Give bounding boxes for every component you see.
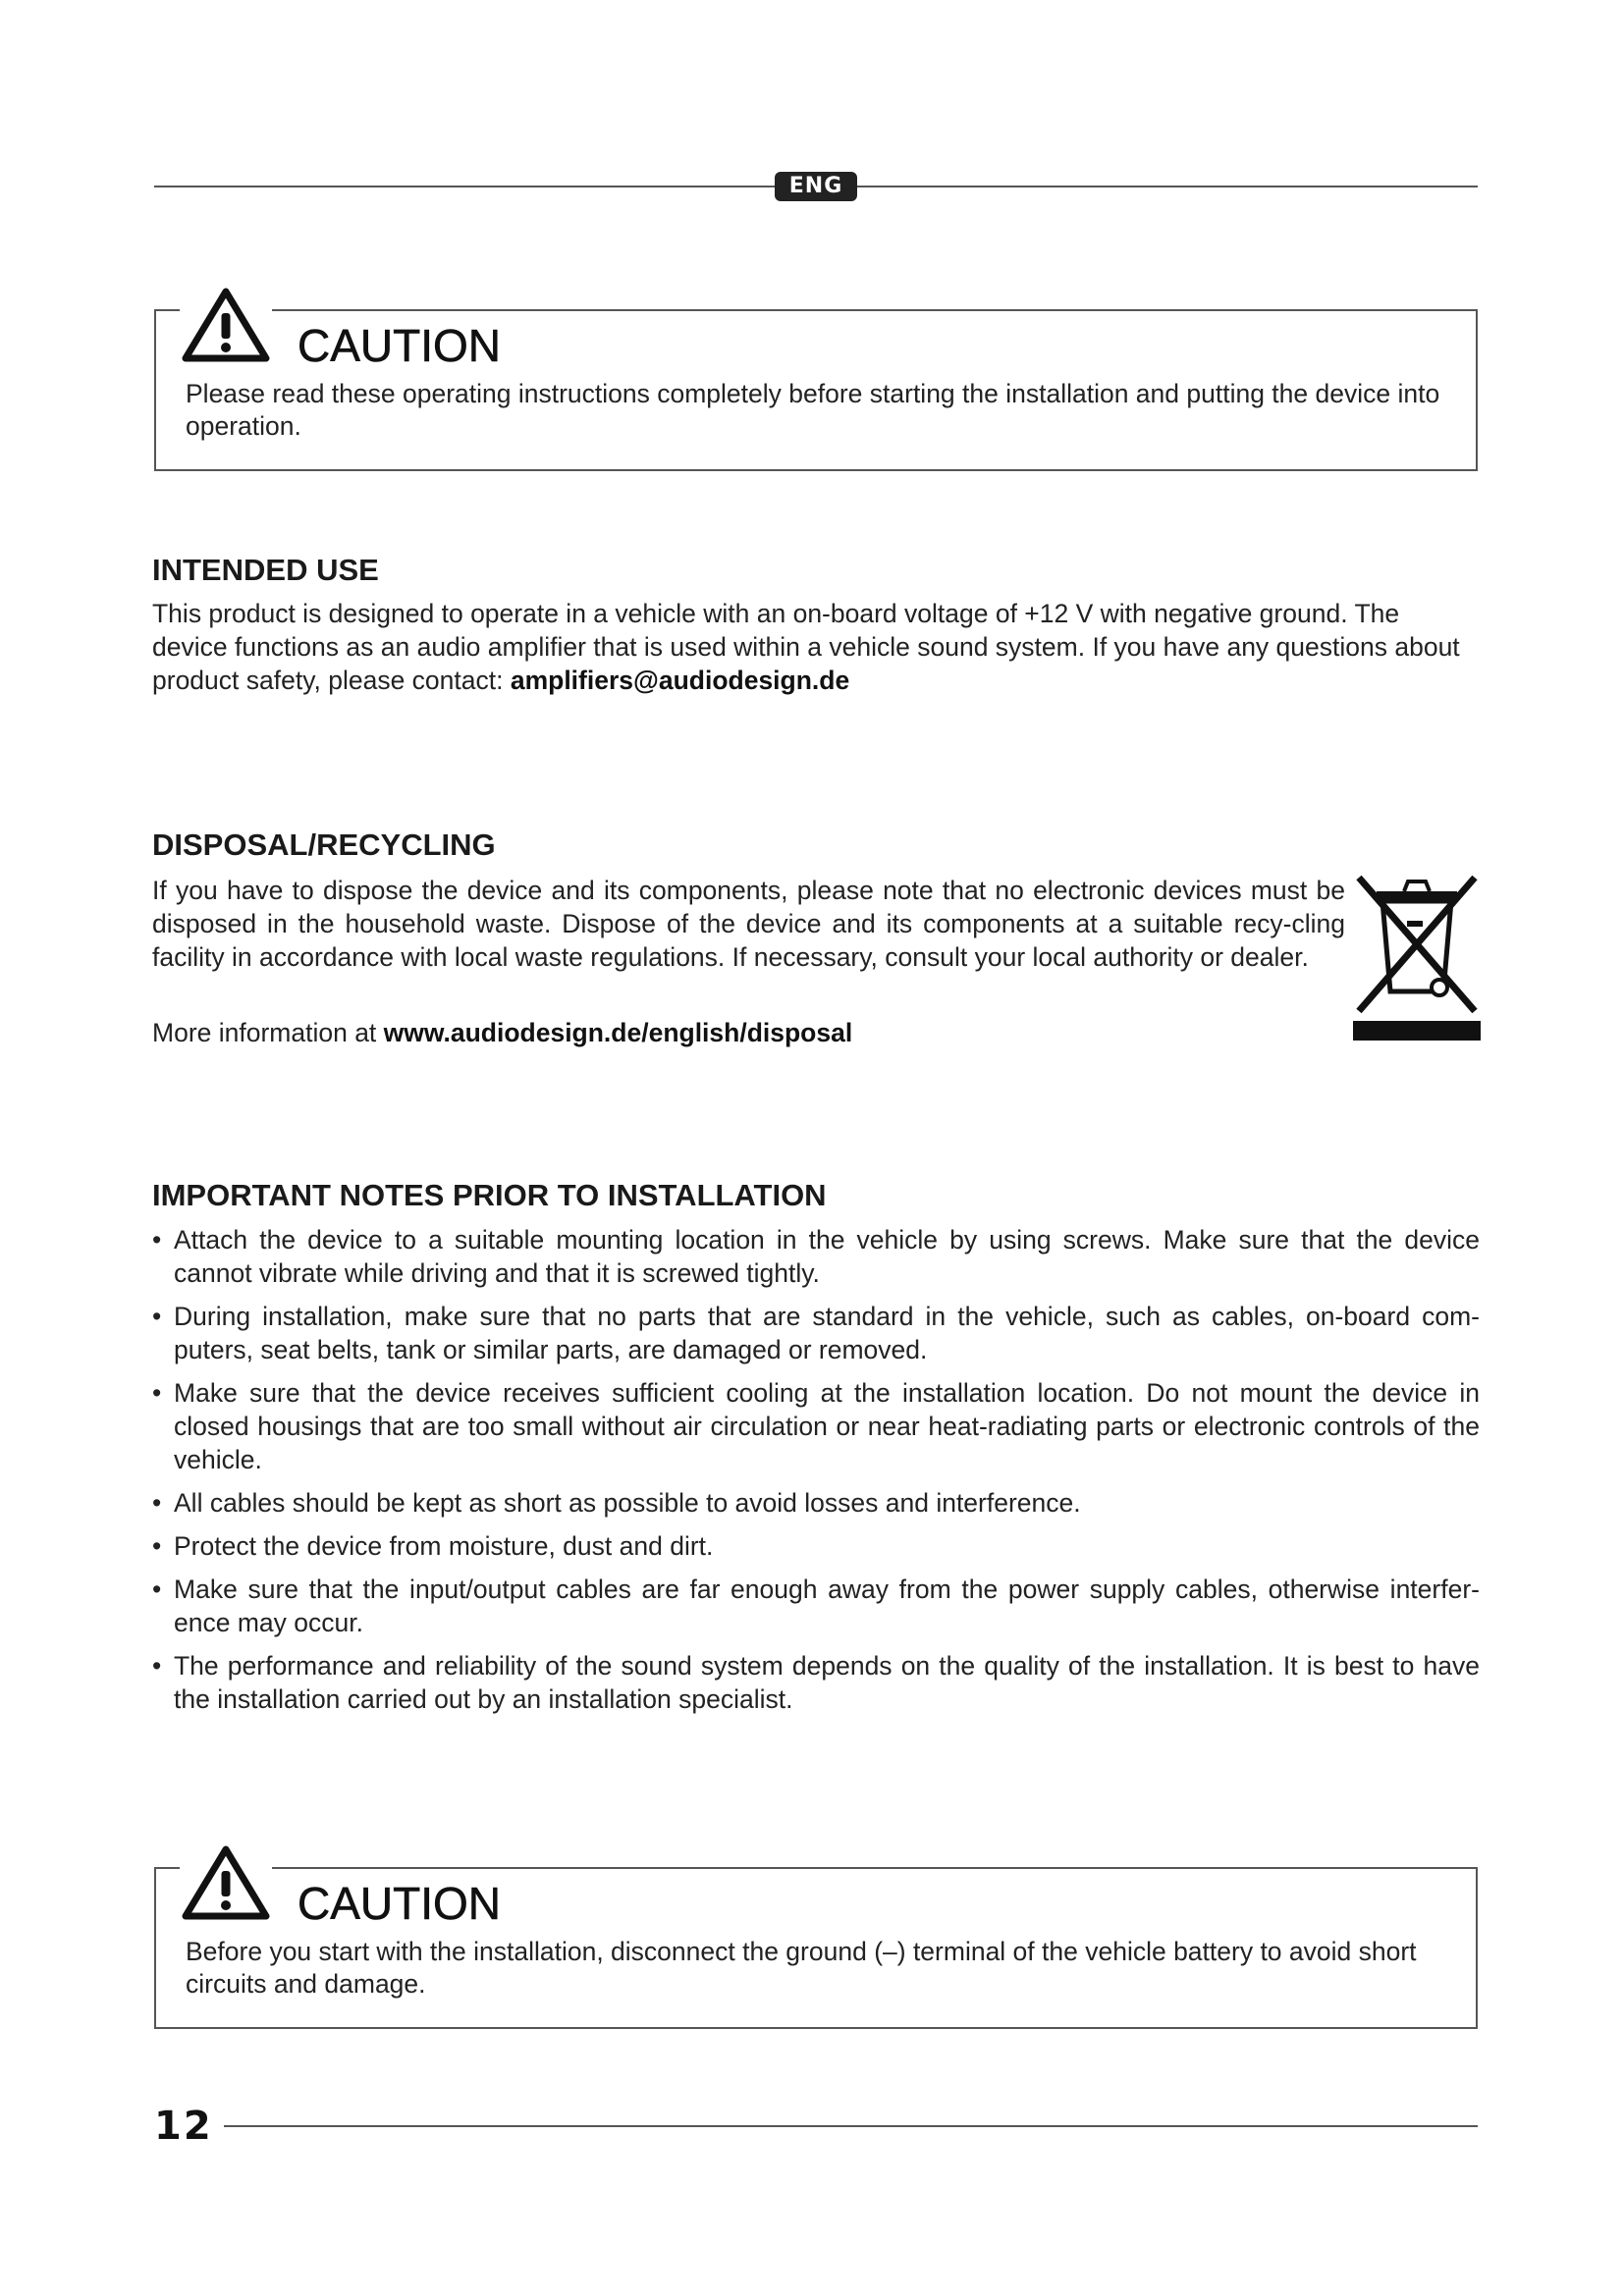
list-item: • During installation, make sure that no parts that are standard in the vehicle, such as cables, on-board com-puters, seat belts, tank or similar parts, are damaged or removed. (152, 1300, 1480, 1366)
list-item: • Make sure that the device receives sufficient cooling at the installation location. Do not mount the device in closed housings that are too small without air circulation or near heat-radiating parts or electronic controls of the vehicle. (152, 1376, 1480, 1476)
caution-title: CAUTION (298, 1878, 501, 1929)
list-item: • The performance and reliability of the sound system depends on the quality of the installation. It is best to have the installation carried out by an installation specialist. (152, 1649, 1480, 1716)
important-notes-list (152, 1223, 1480, 1726)
footer-rule (224, 2125, 1478, 2127)
disposal-heading: DISPOSAL/RECYCLING (152, 828, 496, 862)
list-item: • All cables should be kept as short as possible to avoid losses and interference. (152, 1486, 1480, 1520)
disposal-more-info (152, 1016, 852, 1049)
caution-text: Before you start with the installation, disconnect the ground (–) terminal of the vehicle battery to avoid short circuits and damage. (186, 1937, 1417, 1999)
intended-use-text (152, 597, 1480, 697)
list-item: • Attach the device to a suitable mounting location in the vehicle by using screws. Make sure that the device cannot vibrate while driving and that it is screwed tightly. (152, 1223, 1480, 1290)
list-item: • Make sure that the input/output cables are far enough away from the power supply cables, otherwise interfer-ence may occur. (152, 1573, 1480, 1639)
more-info-prefix: More information at (152, 1018, 384, 1047)
language-badge: ENG (775, 172, 857, 201)
page-number: 12 (154, 2104, 213, 2149)
important-notes-heading: IMPORTANT NOTES PRIOR TO INSTALLATION (152, 1178, 827, 1212)
warning-triangle-icon (180, 1843, 272, 1922)
caution-box-bottom (154, 1867, 1478, 2029)
intended-use-heading: INTENDED USE (152, 553, 379, 587)
header-rule-left (154, 186, 775, 187)
header-rule-right (857, 186, 1478, 187)
contact-email: amplifiers@audiodesign.de (510, 666, 850, 695)
intended-use-body: This product is designed to operate in a vehicle with an on-board voltage of +12 V with negative ground. The device functions as an audio amplifier that is used within a vehicle sound system. If you have any questions about product safety, please contact: (152, 599, 1460, 695)
caution-title: CAUTION (298, 320, 501, 371)
disposal-url: www.audiodesign.de/english/disposal (383, 1018, 853, 1047)
weee-crossed-bin-icon (1353, 872, 1481, 1043)
warning-triangle-icon (180, 286, 272, 364)
disposal-text: If you have to dispose the device and its components, please note that no electronic devices must be disposed in the household waste. Dispose of the device and its components at a suitable recy-cling facility in accordance with local waste regulations. If necessary, consult your local authority or dealer. (152, 876, 1345, 972)
list-item: • Protect the device from moisture, dust and dirt. (152, 1529, 1480, 1563)
caution-box-top (154, 309, 1478, 471)
caution-text: Please read these operating instructions completely before starting the installation and putting the device into operation. (186, 379, 1440, 441)
